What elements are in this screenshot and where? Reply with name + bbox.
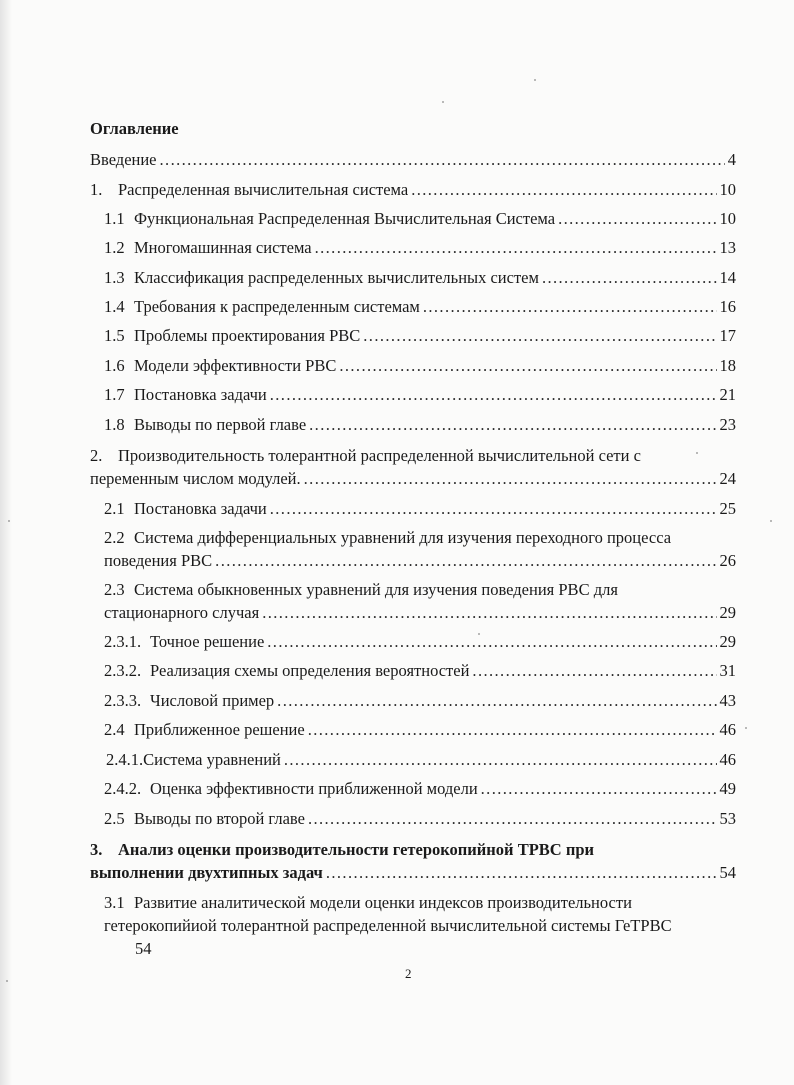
scan-speck — [478, 633, 480, 635]
toc-entry-number: 2. — [90, 446, 103, 465]
page-number: 2 — [405, 966, 412, 981]
toc-entry-page: 25 — [719, 499, 736, 518]
dot-leader — [308, 809, 717, 829]
toc-entry-page: 16 — [719, 297, 736, 316]
scan-speck — [534, 79, 536, 81]
dot-leader — [315, 238, 717, 258]
toc-entry-page: 46 — [719, 720, 736, 739]
toc-entry-page: 29 — [719, 603, 736, 622]
dot-leader — [304, 469, 717, 489]
dot-leader — [339, 356, 716, 376]
toc-entry-page: 23 — [719, 415, 736, 434]
toc-entry-page: 54 — [135, 939, 152, 958]
toc-entry-label: Функциональная Распределенная Вычислительная Система — [134, 209, 556, 228]
dot-leader — [160, 150, 725, 170]
dot-leader — [326, 863, 717, 883]
toc-entry-label: Система уравнений — [143, 750, 281, 769]
toc-entry-label: Анализ оценки производительности гетерокопийной ТРВС при — [118, 840, 595, 859]
toc-entry-page: 46 — [719, 750, 736, 769]
toc-entry-number: 2.4.2. — [104, 779, 142, 798]
toc-entry-label: Модели эффективности РВС — [134, 356, 337, 375]
toc-entry-number: 2.4.1. — [106, 750, 144, 769]
toc-entry-page: 43 — [719, 691, 736, 710]
toc-entry-label-continued: переменным числом модулей. — [90, 469, 301, 488]
scan-speck — [700, 645, 702, 647]
dot-leader — [411, 180, 716, 200]
toc-entry-label: Оценка эффективности приближенной модели — [150, 779, 478, 798]
toc-entry-label-continued: стационарного случая — [104, 603, 260, 622]
toc-entry-page: 26 — [719, 551, 736, 570]
toc-entry-page: 24 — [719, 469, 736, 488]
toc-entry-number: 2.3.3. — [104, 691, 142, 710]
toc-entry-number: 1.3 — [104, 268, 125, 287]
dot-leader — [308, 720, 717, 740]
toc-entry-label: Выводы по второй главе — [134, 809, 305, 828]
toc-entry-label: Производительность толерантной распределенной вычислительной сети с — [118, 446, 641, 465]
toc-entry-label: Введение — [90, 150, 157, 169]
dot-leader — [270, 385, 717, 405]
toc-entry-page: 18 — [719, 356, 736, 375]
toc-entry-number: 1.4 — [104, 297, 125, 316]
toc-entry-number: 2.3.1. — [104, 632, 142, 651]
toc-entry-page: 13 — [719, 238, 736, 257]
dot-leader — [423, 297, 717, 317]
toc-entry-page: 10 — [719, 209, 736, 228]
dot-leader — [472, 661, 716, 681]
toc-entry-label: Распределенная вычислительная система — [118, 180, 409, 199]
toc-entry-label-continued: поведения РВС — [104, 551, 213, 570]
toc-entry-number: 3.1 — [104, 893, 125, 912]
toc-entry-label: Многомашинная система — [134, 238, 312, 257]
scan-speck — [770, 520, 772, 522]
toc-entry-label: Развитие аналитической модели оценки индексов производительности — [134, 893, 632, 912]
toc-entry-page: 53 — [719, 809, 736, 828]
toc-entry-number: 1.6 — [104, 356, 125, 375]
toc-entry-label: Реализация схемы определения вероятностей — [150, 661, 470, 680]
toc-entry-page: 4 — [727, 150, 736, 169]
toc-entry-number: 1.2 — [104, 238, 125, 257]
toc-entry-label-continued: выполнении двухтипных задач — [90, 863, 323, 882]
toc-entry-label: Точное решение — [150, 632, 265, 651]
toc-entry-number: 1.8 — [104, 415, 125, 434]
dot-leader — [215, 551, 716, 571]
dot-leader — [558, 209, 716, 229]
toc-entry-page: 17 — [719, 326, 736, 345]
toc-title: Оглавление — [90, 119, 179, 138]
toc-entry-label: Система обыкновенных уравнений для изучения поведения РВС для — [134, 580, 618, 599]
toc-entry-page: 49 — [719, 779, 736, 798]
toc-entry-number: 3. — [90, 840, 103, 859]
toc-entry-page: 31 — [719, 661, 736, 680]
toc-entry-label-continued: гетерокопийиой толерантной распределенной вычислительной системы ГеТРВС — [104, 916, 672, 935]
toc-entry-label: Требования к распределенным системам — [134, 297, 420, 316]
toc-entry-label: Проблемы проектирования РВС — [134, 326, 361, 345]
toc-entry-label: Числовой пример — [150, 691, 275, 710]
toc-entry-label: Постановка задачи — [134, 499, 267, 518]
scan-speck — [442, 101, 444, 103]
dot-leader — [284, 750, 717, 770]
dot-leader — [309, 415, 716, 435]
toc-entry-number: 2.5 — [104, 809, 125, 828]
scan-speck — [6, 980, 8, 982]
toc-entry-number: 1.1 — [104, 209, 125, 228]
dot-leader — [267, 632, 716, 652]
toc-entry-label: Приближенное решение — [134, 720, 305, 739]
toc-entry-number: 1. — [90, 180, 103, 199]
scan-speck — [8, 520, 10, 522]
dot-leader — [542, 268, 717, 288]
scan-speck — [696, 452, 698, 454]
toc-entry-number: 2.3.2. — [104, 661, 142, 680]
scan-speck — [745, 727, 747, 729]
toc-entry-label: Классификация распределенных вычислительных систем — [134, 268, 539, 287]
toc-entry-number: 2.4 — [104, 720, 125, 739]
toc-entry-label: Выводы по первой главе — [134, 415, 307, 434]
dot-leader — [363, 326, 716, 346]
toc-entry-page: 29 — [719, 632, 736, 651]
dot-leader — [270, 499, 717, 519]
dot-leader — [262, 603, 716, 623]
dot-leader — [481, 779, 717, 799]
toc-entry-page: 21 — [719, 385, 736, 404]
dot-leader — [277, 691, 716, 711]
toc-entry-number: 2.2 — [104, 528, 125, 547]
toc-entry-page: 10 — [719, 180, 736, 199]
toc-entry-number: 1.7 — [104, 385, 125, 404]
toc-entry-number: 2.3 — [104, 580, 125, 599]
toc-entry-label: Постановка задачи — [134, 385, 267, 404]
toc-entry-page: 14 — [719, 268, 736, 287]
toc-entry-number: 1.5 — [104, 326, 125, 345]
toc-entry-page: 54 — [719, 863, 736, 882]
toc-entry-number: 2.1 — [104, 499, 125, 518]
toc-entry-label: Система дифференциальных уравнений для изучения переходного процесса — [134, 528, 672, 547]
